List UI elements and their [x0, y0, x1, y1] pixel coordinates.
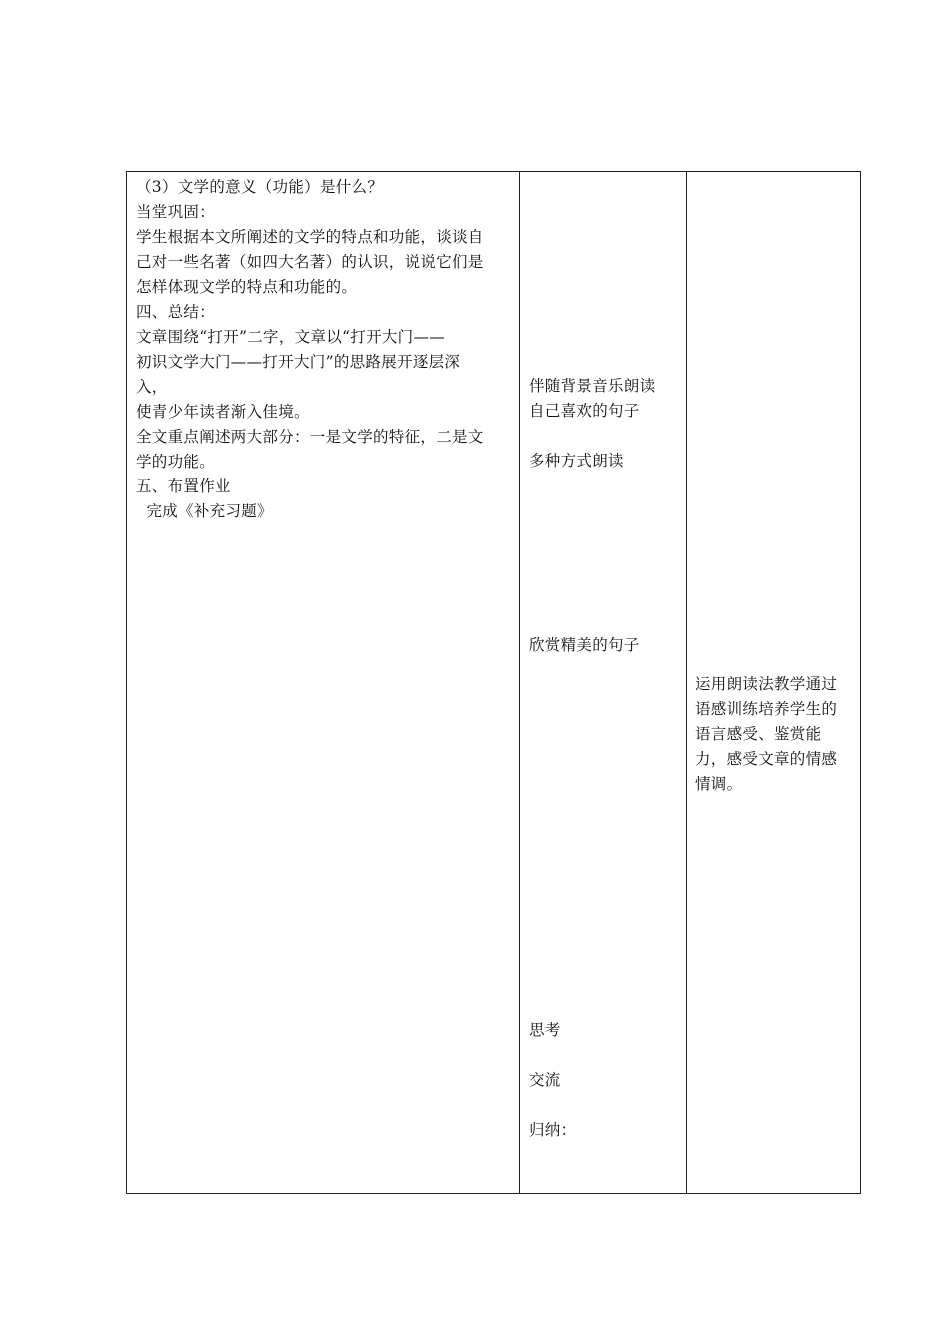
- content-line: 五、布置作业: [136, 477, 231, 495]
- content-line: 初识文学大门——打开大门”的思路展开逐层深: [136, 353, 461, 371]
- teaching-content-column: [127, 172, 520, 1193]
- student-activity-column: [520, 172, 687, 1193]
- content-line: 己对一些名著（如四大名著）的认识，说说它们是: [136, 253, 484, 271]
- content-line: 完成《补充习题》: [136, 502, 273, 520]
- intent-line: 情调。: [695, 775, 743, 793]
- content-line: 学的功能。: [136, 453, 216, 471]
- exchange-text: 交流: [529, 1071, 561, 1089]
- intent-line: 语言感受、鉴赏能: [695, 725, 822, 743]
- content-line: 入，: [136, 378, 168, 396]
- intent-line: 语感训练培养学生的: [695, 700, 838, 718]
- design-intent-column: [687, 172, 861, 1193]
- summarize-text: 归纳：: [529, 1121, 577, 1139]
- content-line: 学生根据本文所阐述的文学的特点和功能，谈谈自: [136, 228, 484, 246]
- content-line: 当堂巩固：: [136, 203, 216, 221]
- intent-line: 力，感受文章的情感: [695, 750, 838, 768]
- content-line: （3）文学的意义（功能）是什么？: [136, 178, 384, 196]
- multi-read-text: 多种方式朗读: [529, 452, 624, 470]
- lesson-plan-table: [126, 171, 861, 1194]
- content-line: 怎样体现文学的特点和功能的。: [136, 278, 358, 296]
- appreciate-text: 欣赏精美的句子: [529, 636, 640, 654]
- content-line: 四、总结：: [136, 303, 216, 321]
- intent-line: 运用朗读法教学通过: [695, 675, 838, 693]
- read-along-line-1: 伴随背景音乐朗读: [529, 377, 656, 395]
- content-line: 使青少年读者渐入佳境。: [136, 403, 310, 421]
- read-along-line-2: 自己喜欢的句子: [529, 402, 640, 420]
- content-line: 全文重点阐述两大部分：一是文学的特征，二是文: [136, 428, 484, 446]
- content-line: 文章围绕“打开”二字，文章以“打开大门——: [136, 328, 446, 346]
- think-text: 思考: [529, 1021, 561, 1039]
